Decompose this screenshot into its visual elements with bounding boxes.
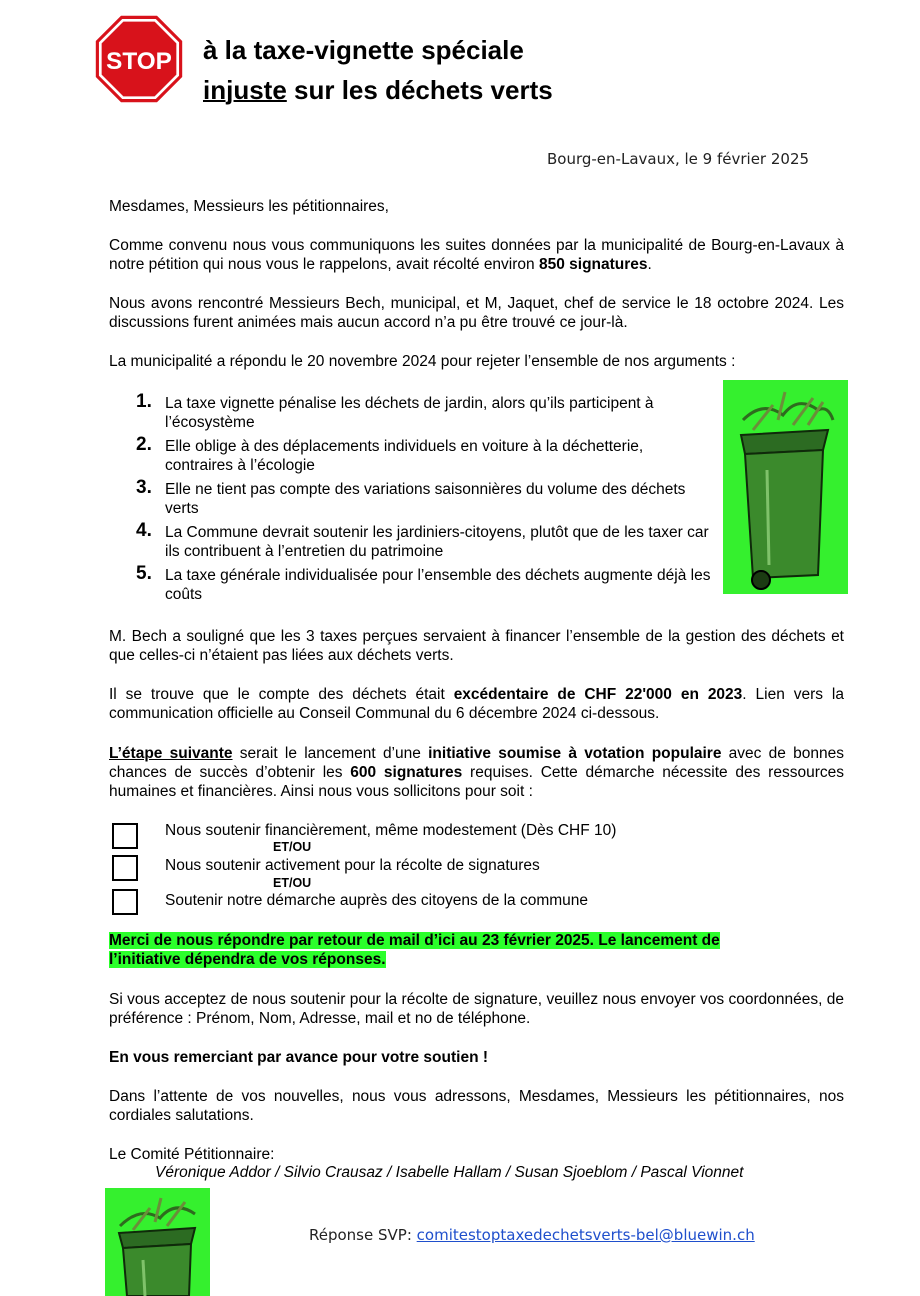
title-underlined-word: injuste: [203, 75, 287, 105]
response-intro: La municipalité a répondu le 20 novembre 2024 pour rejeter l’ensemble de nos arguments :: [109, 353, 736, 370]
list-item: [136, 434, 711, 475]
list-item: [136, 563, 711, 604]
green-waste-bin-small-image: [105, 1188, 210, 1296]
reply-line: [309, 1226, 755, 1244]
arguments-list: [136, 391, 711, 609]
highlight-text: Merci de nous répondre par retour de mail d’ici au 23 février 2025. Le lancement de l’initiative dépendra de vos réponses.: [109, 932, 720, 968]
closing-paragraph: Dans l’attente de vos nouvelles, nous vous adressons, Mesdames, Messieurs les pétitionnaires, nos cordiales salutations.: [109, 1088, 844, 1124]
next-step-heading: L’étape suivante: [109, 745, 233, 762]
green-waste-bin-image: [723, 380, 848, 594]
checkbox-citizen-support[interactable]: [112, 889, 138, 915]
connector-label: ET/OU: [273, 840, 312, 854]
list-item: [136, 391, 711, 432]
meeting-paragraph: Nous avons rencontré Messieurs Bech, municipal, et M, Jaquet, chef de service le 18 octobre 2024. Les discussions furent animées mais aucun accord n’a pu être trouvé ce jour-là.: [109, 295, 844, 331]
salutation: Mesdames, Messieurs les pétitionnaires,: [109, 198, 389, 215]
signatories: Véronique Addor / Silvio Crausaz / Isabelle Hallam / Susan Sjoeblom / Pascal Vionnet: [155, 1164, 744, 1181]
intro-paragraph: [109, 236, 844, 274]
checkbox-financial-support[interactable]: [112, 823, 138, 849]
title-line-2-rest: sur les déchets verts: [286, 75, 553, 105]
account-bold: excédentaire de CHF 22'000 en 2023: [453, 686, 743, 703]
intro-text: Comme convenu nous vous communiquons les suites données par la municipalité de Bourg-en-Lavaux à notre pétition qui nous vous le rappelons, avait récolté environ: [109, 237, 844, 273]
list-number: 1.: [136, 391, 152, 412]
list-number: 4.: [136, 520, 152, 541]
list-number: 2.: [136, 434, 152, 455]
list-number: 5.: [136, 563, 152, 584]
account-post: . Lien vers la communication officielle au Conseil Communal du 6 décembre 2024 ci-dessous.: [109, 686, 844, 722]
option-label: Nous soutenir activement pour la récolte de signatures: [165, 857, 540, 874]
option-label: Nous soutenir financièrement, même modestement (Dès CHF 10): [165, 822, 617, 839]
committee-label: Le Comité Pétitionnaire:: [109, 1146, 275, 1163]
list-text: Elle ne tient pas compte des variations saisonnières du volume des déchets verts: [165, 481, 686, 517]
account-paragraph: [109, 685, 844, 723]
list-item: [136, 520, 711, 561]
account-pre: Il se trouve que le compte des déchets était: [109, 686, 454, 703]
option-label: Soutenir notre démarche auprès des citoyens de la commune: [165, 892, 589, 909]
highlighted-notice: [109, 931, 794, 969]
list-text: La taxe vignette pénalise les déchets de jardin, alors qu’ils participent à l’écosystème: [165, 395, 654, 431]
support-paragraph: Si vous acceptez de nous soutenir pour la récolte de signature, veuillez nous envoyer vos coordonnées, de préférence : Prénom, Nom, Adresse, mail et no de téléphone.: [109, 991, 844, 1027]
checkbox-signature-collection[interactable]: [112, 855, 138, 881]
bech-paragraph: M. Bech a souligné que les 3 taxes perçues servaient à financer l’ensemble de la gestion des déchets et que celles-ci n’étaient pas liées aux déchets verts.: [109, 628, 844, 664]
date-line: Bourg-en-Lavaux, le 9 février 2025: [547, 150, 810, 168]
reply-label: Réponse SVP:: [309, 1226, 417, 1244]
list-text: La taxe générale individualisée pour l’ensemble des déchets augmente déjà les coûts: [165, 567, 711, 603]
intro-end: .: [647, 256, 652, 273]
list-text: La Commune devrait soutenir les jardiniers-citoyens, plutôt que de les taxer car ils contribuent à l’entretien du patrimoine: [165, 524, 709, 560]
list-text: Elle oblige à des déplacements individuels en voiture à la déchetterie, contraires à l’écologie: [165, 438, 644, 474]
stop-sign-logo: [94, 14, 184, 104]
next-step-paragraph: L’étape suivante serait le lancement d’une initiative soumise à votation populaire avec de bonnes chances de succès d’obtenir les 600 signatures requises. Cette démarche nécessite des ressources humaines et financières. Ainsi nous vous sollicitons pour soit :: [109, 745, 844, 800]
thanks-line: En vous remerciant par avance pour votre soutien !: [109, 1049, 489, 1066]
reply-email-link[interactable]: comitestoptaxedechetsverts-bel@bluewin.ch: [416, 1226, 755, 1244]
connector-label: ET/OU: [273, 876, 312, 890]
title-line-1: à la taxe-vignette spéciale: [203, 35, 524, 65]
stop-sign-text: STOP: [106, 47, 172, 75]
list-item: [136, 477, 711, 518]
list-number: 3.: [136, 477, 152, 498]
title-line-2: [203, 70, 553, 110]
page-title: [203, 30, 553, 110]
intro-bold: 850 signatures: [538, 256, 648, 273]
